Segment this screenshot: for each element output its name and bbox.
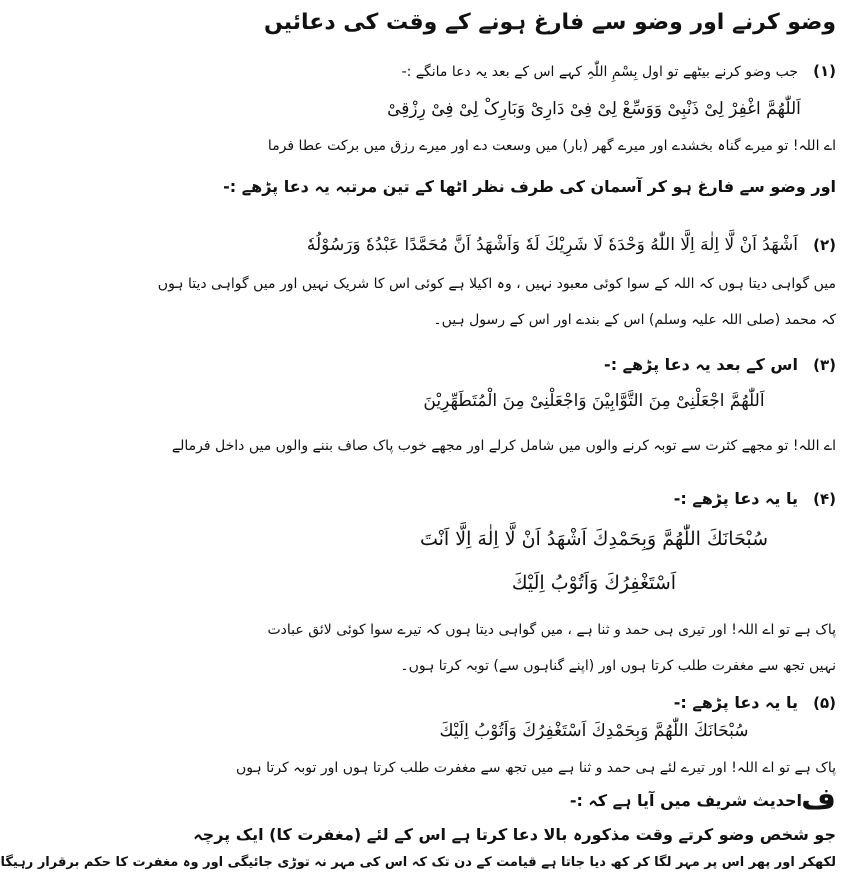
- section-4-arabic-1: سُبْحَانَكَ اللّٰهُمَّ وَبِحَمْدِكَ اَشْهَدُ اَنْ لَّا اِلٰهَ اِلَّا اَنْتَ: [419, 528, 769, 550]
- section-4-arabic-2: اَسْتَغْفِرُكَ وَاَتُوْبُ اِلَيْكَ: [511, 572, 677, 594]
- section-5-intro: یا یہ دعا پڑھے :-: [673, 693, 798, 712]
- section-number-3: (۳): [813, 356, 836, 374]
- hadith-intro: احدیث شریف میں آیا ہے کہ :-: [569, 791, 802, 810]
- section-4-translation-2: نہیں تجھ سے مغفرت طلب کرتا ہوں اور (اپنے گناہوں سے) توبہ کرتا ہوں۔: [400, 658, 836, 674]
- note-fa-marker: ف: [801, 782, 836, 817]
- page-title: وضو کرنے اور وضو سے فارغ ہونے کے وقت کی دعائیں: [264, 10, 836, 35]
- section-2-arabic: اَشْهَدُ اَنْ لَّا اِلٰهَ اِلَّا اللّٰهُ وَحْدَهٗ لَا شَرِيْكَ لَهٗ وَاَشْهَدُ اَنَّ مُحَمَّدًا عَبْدُهٗ وَرَسُوْلُهٗ: [306, 235, 798, 255]
- section-2-translation-2: کہ محمد (صلی اللہ علیہ وسلم) اس کے بندے اور اس کے رسول ہیں۔: [433, 312, 836, 328]
- section-1-intro: جب وضو کرنے بیٹھے تو اول بِسْمِ اللّٰہِ کہے اس کے بعد یہ دعا مانگے :-: [401, 64, 798, 80]
- section-2-translation-1: میں گواہی دیتا ہوں کہ اللہ کے سوا کوئی معبود نہیں ، وہ اکیلا ہے کوئی اس کا شریک نہیں اور میں گواہی دیتا ہوں: [157, 276, 836, 292]
- section-number-1: (۱): [813, 62, 836, 80]
- section-number-4: (۴): [813, 490, 836, 508]
- section-3-translation: اے اللہ! تو مجھے کثرت سے توبہ کرنے والوں میں شامل کرلے اور مجھے خوب پاک صاف بننے والوں میں داخل فرمالے: [171, 438, 836, 454]
- hadith-line-2: لکھکر اور پھر اس پر مہر لگا کر کھ دیا جاتا ہے قیامت کے دن تک کہ اس کی مہر نہ توڑی جائیگی اور وہ مغفرت کا حکم برقرار رہیگا: [0, 855, 836, 870]
- hadith-line-1: جو شخص وضو کرتے وقت مذکورہ بالا دعا کرتا ہے اس کے لئے (مغفرت کا) ایک پرچہ: [193, 825, 836, 844]
- document-page: [0, 4, 836, 876]
- section-5-arabic: سُبْحَانَكَ اللّٰهُمَّ وَبِحَمْدِكَ اَسْتَغْفِرُكَ وَاَتُوْبُ اِلَيْكَ: [439, 721, 749, 741]
- section-3-arabic: اَللّٰهُمَّ اجْعَلْنِیْ مِنَ التَّوَّابِیْنَ وَاجْعَلْنِیْ مِنَ الْمُتَطَهِّرِیْنَ: [423, 391, 765, 411]
- section-number-5: (۵): [813, 694, 836, 712]
- section-1-after-text: اور وضو سے فارغ ہو کر آسمان کی طرف نظر اٹھا کے تین مرتبہ یہ دعا پڑھے :-: [223, 177, 836, 196]
- section-5-translation: پاک ہے تو اے اللہ! اور تیرے لئے ہی حمد و ثنا ہے میں تجھ سے مغفرت طلب کرتا ہوں اور توبہ کرتا ہوں: [236, 760, 836, 776]
- section-3-intro: اس کے بعد یہ دعا پڑھے :-: [604, 355, 798, 374]
- section-4-intro: یا یہ دعا پڑھے :-: [673, 489, 798, 508]
- section-1-translation: اے اللہ! تو میرے گناہ بخشدے اور میرے گھر (بار) میں وسعت دے اور میرے رزق میں برکت عطا فرما: [267, 138, 836, 154]
- section-4-translation-1: پاک ہے تو اے اللہ! اور تیری ہی حمد و ثنا ہے ، میں گواہی دیتا ہوں کہ تیرے سوا کوئی لائق عبادت: [267, 622, 836, 638]
- section-1-arabic: اَللّٰھُمَّ اغْفِرْ لِیْ ذَنْبِیْ وَوَسِّعْ لِیْ فِیْ دَارِیْ وَبَارِکْ لِیْ فِیْ رِزْقِیْ: [387, 99, 801, 119]
- section-number-2: (۲): [813, 236, 836, 254]
